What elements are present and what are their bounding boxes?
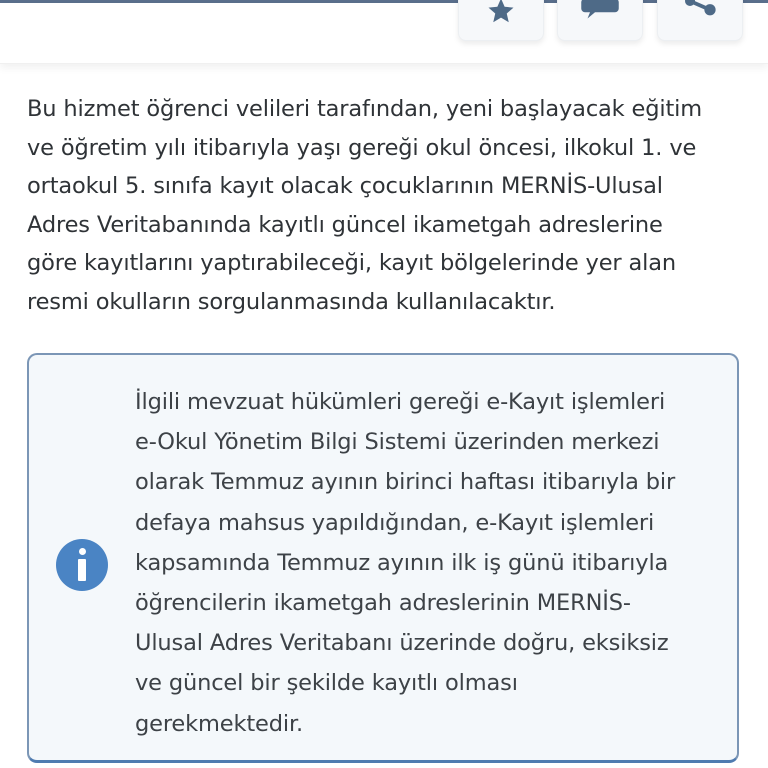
header (0, 3, 768, 64)
info-line: öğrencilerin ikametgah adreslerinin MERNİS- (135, 590, 631, 617)
info-line: Ulusal Adres Veritabanı üzerinde doğru, eksiksiz (135, 630, 669, 657)
info-line: defaya mahsus yapıldığından, e-Kayıt işlemleri (135, 509, 655, 536)
share-icon (682, 0, 718, 26)
info-notice-box (27, 353, 739, 763)
share-button[interactable] (657, 0, 743, 41)
intro-line: ve öğretim yılı itibarıyla yaşı gereği okul öncesi, ilkokul 1. ve (27, 134, 697, 161)
intro-line: ortaokul 5. sınıfa kayıt olacak çocuklarının MERNİS-Ulusal (27, 173, 663, 199)
comment-button[interactable] (557, 0, 643, 41)
intro-line: resmi okulların sorgulanmasında kullanılacaktır. (27, 288, 556, 315)
intro-line: Bu hizmet öğrenci velileri tarafından, yeni başlayacak eğitim (27, 96, 703, 122)
info-line: İlgili mevzuat hükümleri gereği e-Kayıt işlemleri (135, 389, 666, 415)
info-line: olarak Temmuz ayının birinci haftası itibarıyla bir (135, 469, 676, 496)
info-line: ve güncel bir şekilde kayıtlı olması (135, 670, 518, 697)
info-line: kapsamında Temmuz ayının ilk iş günü itibarıyla (135, 549, 669, 576)
intro-line: göre kayıtlarını yaptırabileceği, kayıt bölgelerinde yer alan (27, 250, 677, 276)
info-notice-text (135, 382, 725, 744)
speech-bubble-icon (580, 0, 620, 26)
info-line: gerekmektedir. (135, 710, 303, 737)
service-description (27, 90, 742, 321)
intro-line: Adres Veritabanında kayıtlı güncel ikametgah adreslerine (27, 211, 663, 238)
info-line: e-Okul Yönetim Bilgi Sistemi üzerinden merkezi (135, 429, 660, 456)
star-icon (486, 0, 516, 26)
favorite-button[interactable] (458, 0, 544, 41)
info-icon (56, 539, 108, 591)
